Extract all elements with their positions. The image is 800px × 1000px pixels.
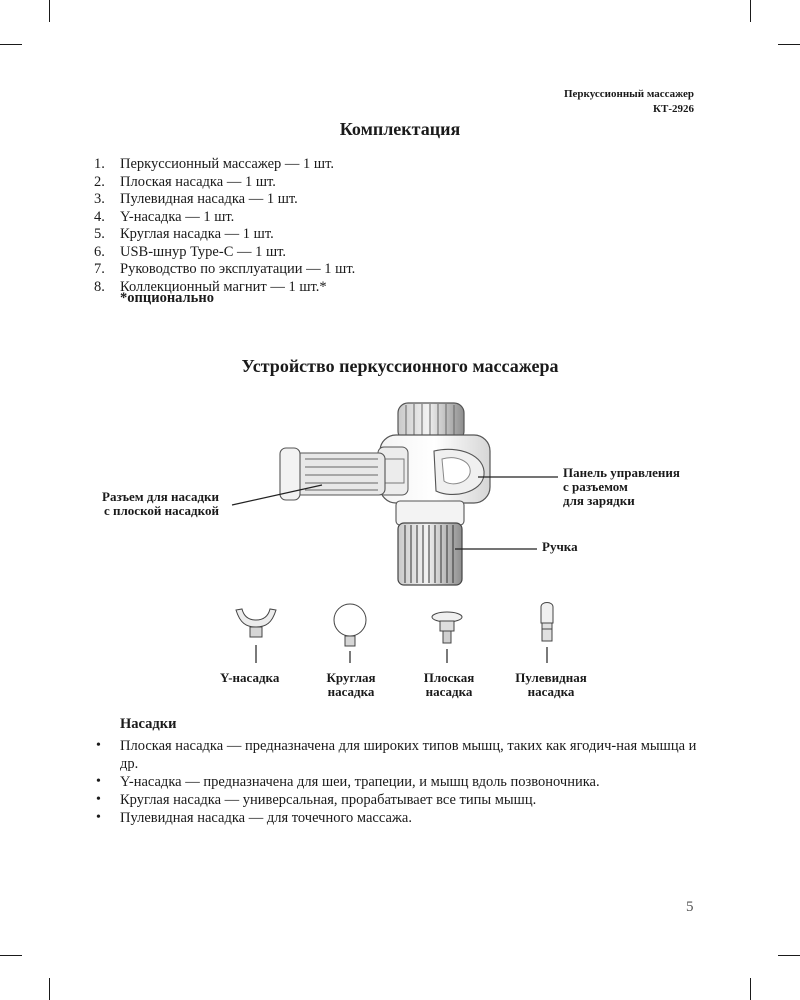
flat-attachment-icon	[432, 612, 462, 663]
device-title: Устройство перкуссионного массажера	[241, 356, 559, 376]
list-item: • Пулевидная насадка — для точечного массажа.	[96, 810, 412, 826]
y-attachment-label: Y-насадка	[220, 670, 280, 685]
list-item: 6. USB-шнур Type-C — 1 шт.	[94, 243, 287, 260]
bullet-attachment-icon	[541, 603, 553, 664]
attachment-socket	[280, 448, 385, 500]
list-item: • Y-насадка — предназначена для шеи, трапеции, и мышц вдоль позвоночника.	[96, 774, 600, 790]
list-item: • Плоская насадка — предназначена для широких типов мышц, таких как ягодич-ная мышца и др.	[96, 738, 697, 772]
attachments-list	[96, 737, 716, 827]
crop-mark	[750, 978, 751, 1000]
running-header	[564, 87, 694, 117]
crop-mark	[778, 44, 800, 45]
device-diagram	[0, 395, 800, 715]
list-item: 3. Пулевидная насадка — 1 шт.	[94, 191, 298, 207]
flat-attachment-label: Плоская насадка	[423, 670, 475, 699]
kit-list	[94, 156, 355, 296]
massager-head	[378, 403, 490, 503]
header-product: Перкуссионный массажер	[563, 88, 694, 100]
list-item: 7. Руководство по эксплуатации — 1 шт.	[94, 261, 356, 277]
attachments-title: Насадки	[120, 716, 177, 732]
kit-title: Комплектация	[339, 119, 461, 139]
crop-mark	[49, 0, 50, 22]
optional-note: *опционально	[120, 290, 214, 306]
handle-label: Ручка	[542, 539, 578, 554]
list-item: 2. Плоская насадка — 1 шт.	[94, 173, 276, 190]
crop-mark	[0, 44, 22, 45]
crop-mark	[750, 0, 751, 22]
massager-illustration	[0, 395, 800, 715]
control-panel-label: Панель управления с разъемом для зарядки	[563, 465, 680, 508]
y-attachment-icon	[236, 609, 276, 663]
crop-mark	[49, 978, 50, 1000]
massager-handle	[396, 501, 464, 585]
socket-label: Разъем для насадки с плоской насадкой	[102, 489, 220, 518]
crop-mark	[778, 955, 800, 956]
header-model: КТ-2926	[653, 103, 694, 115]
round-attachment-icon	[334, 604, 366, 663]
round-attachment-label: Круглая насадка	[326, 670, 376, 699]
list-item: 5. Круглая насадка — 1 шт.	[94, 226, 274, 242]
crop-mark	[0, 955, 22, 956]
list-item: 1. Перкуссионный массажер — 1 шт.	[94, 156, 334, 172]
bullet-attachment-label: Пулевидная насадка	[515, 670, 587, 699]
list-item: • Круглая насадка — универсальная, прорабатывает все типы мышц.	[96, 792, 537, 808]
page-number: 5	[686, 899, 694, 915]
list-item: 8. Коллекционный магнит — 1 шт.*	[94, 278, 327, 295]
list-item: 4. Y-насадка — 1 шт.	[94, 208, 235, 225]
